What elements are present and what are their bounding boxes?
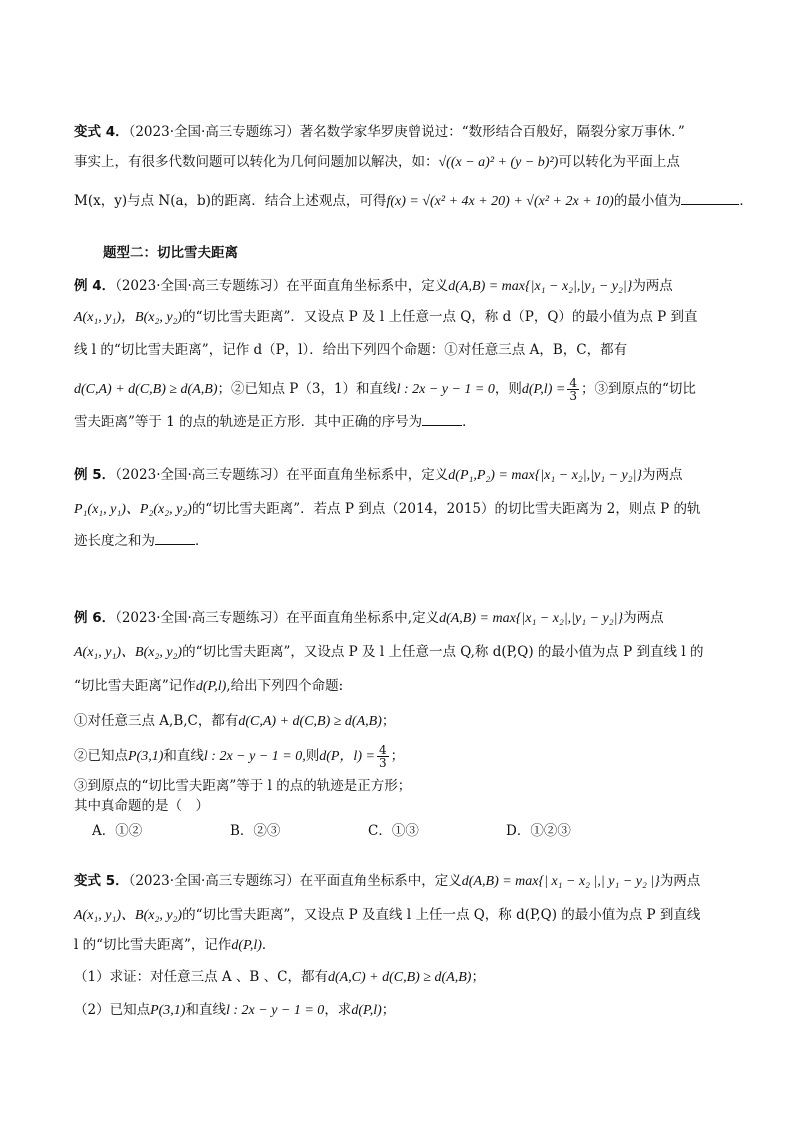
li5-line3 (74, 530, 740, 551)
bianshi4-line2 (74, 152, 740, 173)
li6-prop3 (74, 776, 740, 796)
bianshi5-q2-line: l : 2x − y − 1 = 0 (225, 1003, 325, 1018)
bianshi5-q2-dist: d(P,l) (351, 1003, 382, 1018)
bianshi5-def-expr: d(A,B) = max{| x₁ − x₂ |,| y₁ − y₂ |} (461, 874, 660, 889)
bianshi5-label: 变式 5． (74, 873, 129, 889)
li4-text4f: ；③到原点的“切比 (580, 381, 696, 397)
period: ． (261, 937, 276, 953)
bianshi5-text3a: l 的“切比雪夫距离”，记作 (74, 937, 232, 953)
li6-line3 (74, 676, 740, 697)
semicolon: ； (381, 713, 396, 729)
fraction-denominator: 3 (569, 389, 577, 403)
li6-points-expr: A(x₁, y₁)、B(x₂, y₂) (74, 645, 183, 660)
option-a[interactable]: A．①② (92, 823, 143, 839)
li5-line2 (74, 499, 740, 520)
li6-text1a: （2023·全国·高三专题练习）在平面直角坐标系中,定义 (115, 610, 440, 626)
bianshi5-notation-expr: d(P,l) (231, 938, 262, 953)
bianshi5-q2 (74, 1000, 740, 1021)
li4-dist-expr: d(P,l) = (521, 382, 566, 397)
bianshi5-q1 (74, 967, 740, 988)
li6-p2-line: l : 2x − y − 1 = 0, (203, 749, 306, 764)
li4-points-expr: A(x₁, y₁)，B(x₂, y₂) (74, 310, 183, 325)
li4-line3 (74, 340, 740, 360)
li6-p2-point: P(3,1) (128, 749, 164, 764)
fraction (567, 377, 579, 402)
bianshi4-text3a: M(x，y)与点 N(a，b)的距离．结合上述观点，可得 (74, 193, 387, 209)
li5-def-expr: d(P₁,P₂) = max{|x₁ − x₂|,|y₁ − y₂|} (448, 468, 643, 483)
li6-p1-text: ①对任意三点 A,B,C，都有 (74, 713, 239, 729)
li5-points-expr: P₁(x₁, y₁)、P₂(x₂, y₂) (74, 502, 192, 517)
section-title (103, 243, 740, 263)
li6-p2-text-a: ②已知点 (74, 748, 128, 764)
fraction-denominator: 3 (378, 756, 387, 770)
li6-p1-expr: d(C,A) + d(C,B) ≥ d(A,B) (238, 714, 382, 729)
li4-text2b: 的“切比雪夫距离”．又设点 P 及 l 上任意一点 Q，称 d（P，Q）的最小值为点 P 到直 (182, 309, 698, 325)
li5-text3a: 迹长度之和为 (74, 533, 155, 549)
option-b[interactable]: B．②③ (230, 823, 281, 839)
bianshi5-line2 (74, 905, 740, 926)
bianshi5-line3 (74, 935, 740, 956)
li5-label: 例 5． (74, 467, 116, 483)
bianshi5-text1b: 为两点 (659, 873, 701, 889)
li4-ineq-expr: d(C,A) + d(C,B) ≥ d(A,B) (74, 382, 218, 397)
li6-prop2 (74, 744, 740, 769)
li4-text4b: ；②已知点 P（3，1）和直线 (217, 381, 397, 397)
li6-p2-dist: d(P，l) = (319, 749, 375, 764)
bianshi5-points-expr: A(x₁, y₁)、B(x₂, y₂) (74, 908, 183, 923)
li4-def-expr: d(A,B) = max{|x₁ − x₂|,|y₁ − y₂|} (448, 279, 633, 294)
answer-blank[interactable] (422, 411, 462, 426)
li6-line2 (74, 642, 740, 663)
bianshi5-q2-point: P(3,1) (150, 1003, 186, 1018)
li6-def-expr: d(A,B) = max{|x₁ − x₂|,|y₁ − y₂|} (439, 611, 624, 626)
li6-options (92, 821, 740, 841)
li5-text1b: 为两点 (642, 467, 683, 483)
bianshi4-text3b: 的最小值为 (613, 193, 682, 209)
li6-notation-expr: d(P,l) (195, 679, 227, 694)
li4-text1b: 为两点 (632, 278, 673, 294)
bianshi4-line1 (74, 122, 740, 142)
li6-line1 (74, 608, 740, 629)
bianshi4-text2b: 可以转化为平面上点 (558, 154, 680, 170)
li4-line-expr: l : 2x − y − 1 = 0 (396, 382, 495, 397)
li6-question-text: 其中真命题的是（ ） (74, 798, 209, 814)
li6-label: 例 6． (74, 610, 116, 626)
li6-text2b: 的“切比雪夫距离”，又设点 P 及 l 上任意一点 Q,称 d(P,Q) 的最小值为点 P 到直线 l 的 (182, 644, 704, 660)
li6-text3a: “切比雪夫距离”记作 (74, 678, 196, 694)
bianshi4-text1: （2023·全国·高三专题练习）著名数学家华罗庚曾说过：“数形结合百般好，隔裂分家万事休．” (128, 124, 685, 140)
li4-text1a: （2023·全国·高三专题练习）在平面直角坐标系中，定义 (115, 278, 449, 294)
bianshi4-fx-expr: f(x) = √(x² + 4x + 20) + √(x² + 2x + 10) (386, 194, 614, 209)
bianshi5-q1-expr: d(A,C) + d(C,B) ≥ d(A,B) (327, 970, 472, 985)
bianshi5-text1a: （2023·全国·高三专题练习）在平面直角坐标系中，定义 (128, 873, 462, 889)
period: ． (195, 533, 209, 549)
bianshi5-q1-text: （1）求证：对任意三点 A 、B 、C，都有 (74, 969, 328, 985)
semicolon: ； (471, 969, 485, 985)
bianshi4-sqrt-expr: √((x − a)² + (y − b)²) (438, 155, 559, 170)
li4-text5a: 雪夫距离”等于 1 的点的轨迹是正方形．其中正确的序号为 (74, 414, 423, 430)
li6-p3-text: ③到原点的“切比雪夫距离”等于 l 的点的轨迹是正方形； (74, 778, 412, 794)
bianshi5-text2b: 的“切比雪夫距离”，又设点 P 及直线 l 上任一点 Q，称 d(P,Q) 的最小值为点 P 到直线 (182, 907, 701, 923)
period: ． (739, 193, 753, 209)
li6-p2-text-b: 和直线 (163, 748, 204, 764)
fraction (377, 744, 389, 769)
period: ． (462, 414, 476, 430)
li6-prop1 (74, 711, 740, 732)
li4-text3: 线 l 的“切比雪夫距离”，记作 d（P，l）．给出下列四个命题：①对任意三点 A，B，C，都有 (74, 342, 628, 358)
li4-label: 例 4． (74, 278, 116, 294)
bianshi4-line3 (74, 190, 753, 212)
li5-text1a: （2023·全国·高三专题练习）在平面直角坐标系中，定义 (115, 467, 449, 483)
bianshi5-q2-text-a: （2）已知点 (74, 1002, 151, 1018)
li4-line2 (74, 307, 740, 328)
li5-line1 (74, 465, 740, 486)
answer-blank[interactable] (155, 530, 195, 545)
li6-text1b: 为两点 (623, 610, 664, 626)
li4-text4d: ，则 (494, 381, 522, 397)
li4-line1 (74, 276, 740, 297)
bianshi5-q2-text-c: ，求 (324, 1002, 352, 1018)
bianshi5-line1 (74, 871, 740, 892)
semicolon: ； (381, 1002, 396, 1018)
li4-line5 (74, 411, 740, 432)
fraction-numerator: 4 (569, 376, 577, 390)
li6-text3b: ,给出下列四个命题: (226, 678, 344, 694)
li6-question (74, 796, 740, 816)
li4-line4 (74, 377, 740, 402)
fraction-numerator: 4 (378, 743, 387, 757)
bianshi5-q2-text-b: 和直线 (185, 1002, 226, 1018)
bianshi4-label: 变式 4． (74, 124, 129, 140)
option-d[interactable]: D．①②③ (506, 823, 571, 839)
section-title-text: 题型二：切比雪夫距离 (103, 245, 238, 261)
li5-text2b: 的“切比雪夫距离”．若点 P 到点（2014，2015）的切比雪夫距离为 2，则点 P 的轨 (191, 501, 701, 517)
li6-p2-text-c: 则 (305, 748, 320, 764)
answer-blank[interactable] (681, 190, 739, 205)
semicolon: ； (390, 748, 405, 764)
option-c[interactable]: C．①③ (368, 823, 419, 839)
bianshi4-text2a: 事实上，有很多代数问题可以转化为几何问题加以解决，如： (74, 154, 439, 170)
